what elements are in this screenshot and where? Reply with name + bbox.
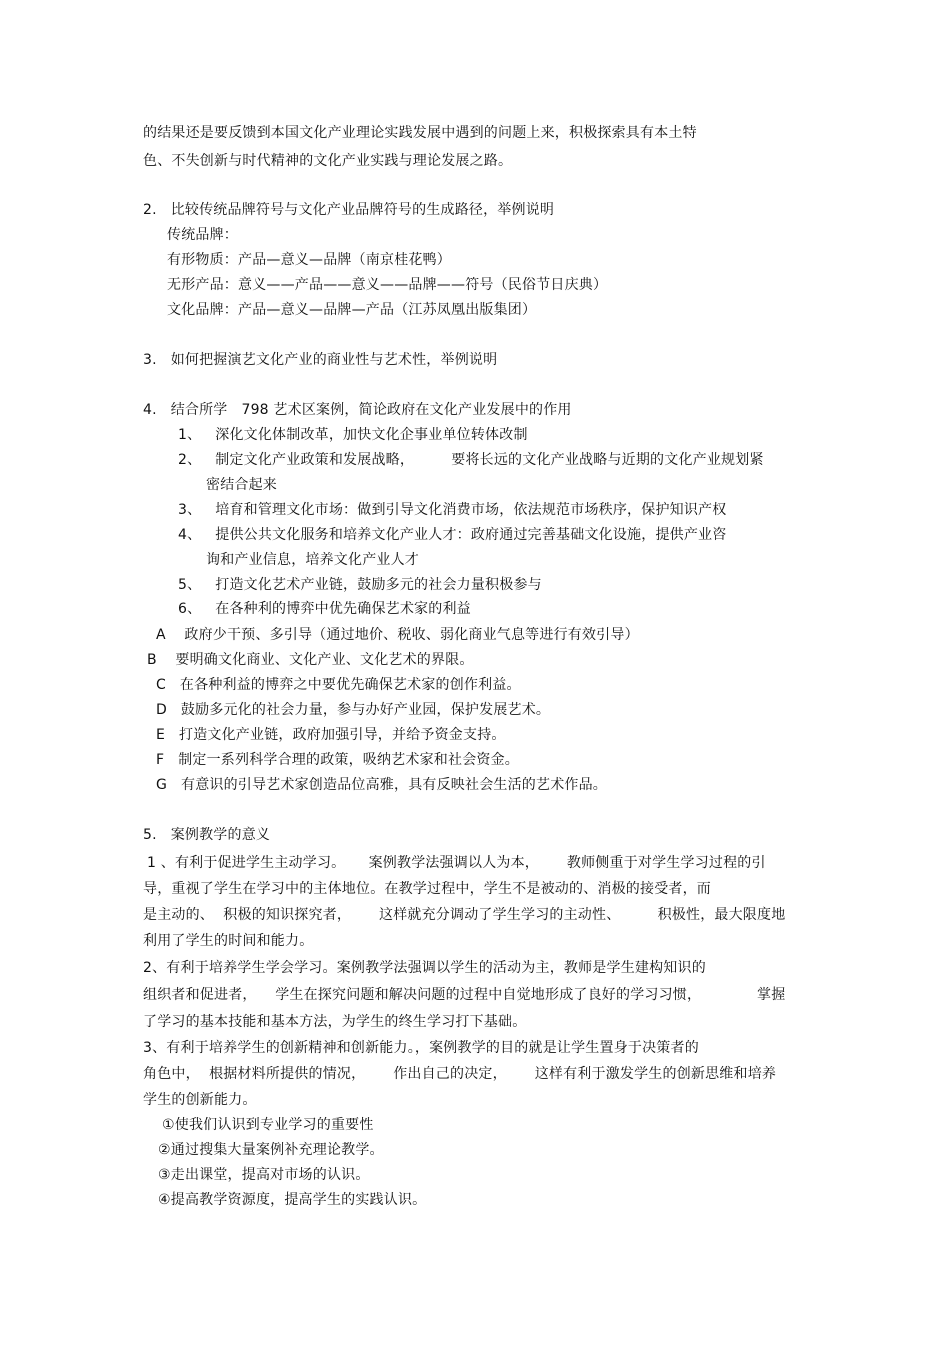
list-item: A 政府少干预、多引导（通过地价、税收、弱化商业气息等进行有效引导） [156,627,639,643]
list-item: 4、 提供公共文化服务和培养文化产业人才：政府通过完善基础文化设施，提供产业咨 [178,527,727,543]
text-line: 无形产品：意义——产品——意义——品牌——符号（民俗节日庆典） [167,277,608,293]
text-line: 文化品牌：产品—意义—品牌—产品（江苏凤凰出版集团） [167,302,537,318]
question-heading: 5. 案例教学的意义 [143,827,271,843]
text-line: 利用了学生的时间和能力。 [143,933,314,949]
list-item: 1、 深化文化体制改革，加快文化企事业单位转体改制 [178,427,528,443]
list-item: G 有意识的引导艺术家创造品位高雅，具有反映社会生活的艺术作品。 [156,777,607,793]
list-item: C 在各种利益的博弈之中要优先确保艺术家的创作利益。 [156,677,521,693]
list-item: ②通过搜集大量案例补充理论教学。 [158,1142,384,1158]
list-item-continuation: 询和产业信息，培养文化产业人才 [206,552,419,568]
question-heading: 4. 结合所学 798 艺术区案例，简论政府在文化产业发展中的作用 [143,402,572,418]
list-item: ④提高教学资源度，提高学生的实践认识。 [158,1192,427,1208]
text-line: 传统品牌： [167,227,238,243]
question-heading: 3. 如何把握演艺文化产业的商业性与艺术性，举例说明 [143,352,498,368]
question-heading: 2. 比较传统品牌符号与文化产业品牌符号的生成路径，举例说明 [143,202,555,218]
list-item: F 制定一系列科学合理的政策，吸纳艺术家和社会资金。 [156,752,520,768]
list-item: ①使我们认识到专业学习的重要性 [162,1117,374,1133]
text-line: 2、有利于培养学生学会学习。案例教学法强调以学生的活动为主，教师是学生建构知识的 [143,960,706,976]
text-line: 了学习的基本技能和基本方法，为学生的终生学习打下基础。 [143,1014,527,1030]
list-item: E 打造文化产业链，政府加强引导，并给予资金支持。 [156,727,506,743]
text-line: 3、有利于培养学生的创新精神和创新能力。，案例教学的目的就是让学生置身于决策者的 [143,1040,699,1056]
text-line: 1 、有利于促进学生主动学习。 案例教学法强调以人为本， 教师侧重于对学生学习过程的引 [147,855,766,871]
text-line: 色、不失创新与时代精神的文化产业实践与理论发展之路。 [143,153,513,169]
text-line: 组织者和促进者， 学生在探究问题和解决问题的过程中自觉地形成了良好的学习习惯， 掌握 [143,987,786,1003]
list-item: 2、 制定文化产业政策和发展战略， 要将长远的文化产业战略与近期的文化产业规划紧 [178,452,764,468]
list-item: 3、 培育和管理文化市场：做到引导文化消费市场，依法规范市场秩序，保护知识产权 [178,502,727,518]
text-line: 有形物质：产品—意义—品牌（南京桂花鸭） [167,252,451,268]
list-item: 6、 在各种利的博弈中优先确保艺术家的利益 [178,601,471,617]
list-item: 5、 打造文化艺术产业链，鼓励多元的社会力量积极参与 [178,577,542,593]
list-item: B 要明确文化商业、文化产业、文化艺术的界限。 [147,652,474,668]
text-line: 的结果还是要反馈到本国文化产业理论实践发展中遇到的问题上来，积极探索具有本土特 [143,125,697,141]
text-line: 学生的创新能力。 [143,1092,257,1108]
list-item: D 鼓励多元化的社会力量，参与办好产业园，保护发展艺术。 [156,702,551,718]
list-item-continuation: 密结合起来 [206,477,277,493]
text-line: 角色中， 根据材料所提供的情况， 作出自己的决定， 这样有利于激发学生的创新思维和培养 [143,1066,777,1082]
text-line: 是主动的、 积极的知识探究者， 这样就充分调动了学生学习的主动性、 积极性，最大限度地 [143,907,786,923]
list-item: ③走出课堂，提高对市场的认识。 [158,1167,370,1183]
text-line: 导，重视了学生在学习中的主体地位。在教学过程中，学生不是被动的、消极的接受者，而 [143,881,711,897]
